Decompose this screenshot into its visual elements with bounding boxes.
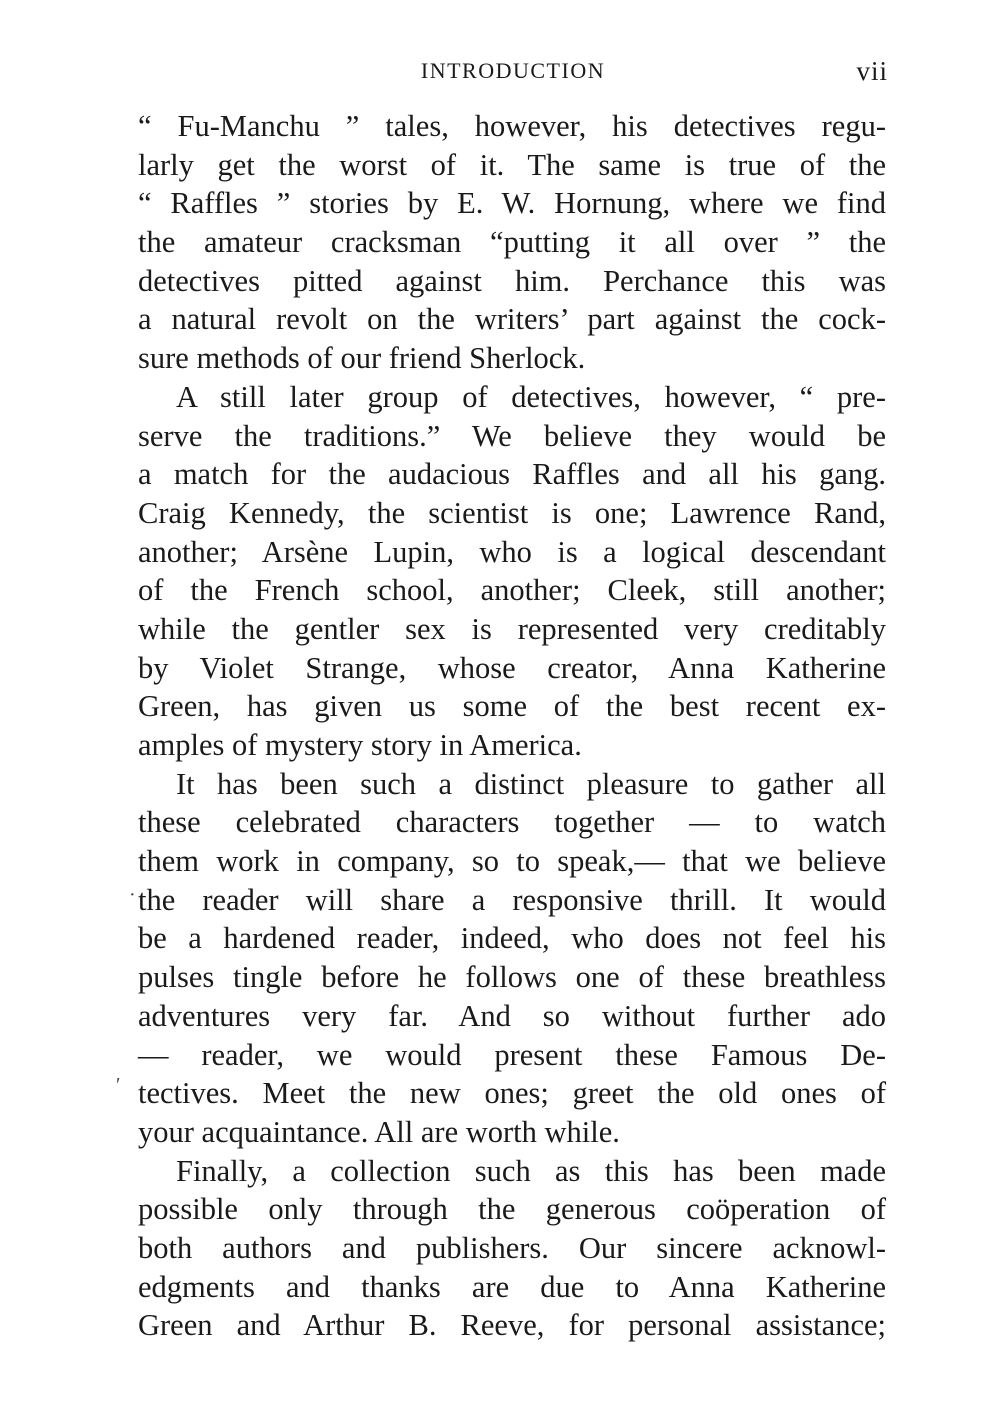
- text-line: the amateur cracksman “putting it all over ” the: [138, 225, 886, 260]
- margin-speck: ·: [129, 884, 136, 906]
- text-line: adventures very far. And so without further ado: [138, 998, 886, 1033]
- text-line: pulses tingle before he follows one of these breathless: [138, 960, 886, 995]
- text-line: your acquaintance. All are worth while.: [138, 1114, 620, 1149]
- text-line: a match for the audacious Raffles and all his gang.: [138, 457, 886, 492]
- text-line: serve the traditions.” We believe they would be: [138, 418, 886, 453]
- text-line: Finally, a collection such as this has been made: [176, 1153, 886, 1188]
- text-line: these celebrated characters together — to watch: [138, 805, 886, 840]
- text-line: edgments and thanks are due to Anna Katherine: [138, 1269, 886, 1304]
- text-line: a natural revolt on the writers’ part against the cock-: [138, 302, 886, 337]
- text-line: — reader, we would present these Famous De-: [138, 1037, 886, 1072]
- text-line: be a hardened reader, indeed, who does not feel his: [138, 921, 886, 956]
- text-line: “ Fu-Manchu ” tales, however, his detectives regu-: [138, 109, 886, 143]
- text-line: Craig Kennedy, the scientist is one; Lawrence Rand,: [138, 495, 886, 530]
- text-line: the reader will share a responsive thrill. It would: [138, 882, 886, 917]
- running-head: [138, 54, 888, 88]
- text-line: Green, has given us some of the best recent ex-: [138, 689, 886, 724]
- text-line: amples of mystery story in America.: [138, 728, 582, 762]
- running-title: INTRODUCTION: [420, 58, 606, 83]
- margin-tick: ′: [116, 1074, 121, 1096]
- text-line: of the French school, another; Cleek, still another;: [138, 573, 886, 608]
- text-line: another; Arsène Lupin, who is a logical descendant: [138, 534, 886, 569]
- page-number: vii: [856, 56, 888, 86]
- text-line: Green and Arthur B. Reeve, for personal assistance;: [138, 1308, 886, 1343]
- text-line: while the gentler sex is represented very creditably: [138, 611, 886, 646]
- text-line: “ Raffles ” stories by E. W. Hornung, where we find: [138, 186, 886, 221]
- text-line: both authors and publishers. Our sincere acknowl-: [138, 1230, 886, 1265]
- text-line: them work in company, so to speak,— that we believe: [138, 844, 886, 879]
- text-line: detectives pitted against him. Perchance this was: [138, 263, 886, 298]
- text-line: larly get the worst of it. The same is true of the: [138, 147, 886, 182]
- text-line: tectives. Meet the new ones; greet the old ones of: [138, 1076, 886, 1111]
- body-text: [138, 107, 886, 1345]
- text-line: It has been such a distinct pleasure to gather all: [176, 766, 886, 801]
- text-line: A still later group of detectives, however, “ pre-: [176, 379, 886, 414]
- text-line: sure methods of our friend Sherlock.: [138, 341, 586, 376]
- text-line: by Violet Strange, whose creator, Anna Katherine: [138, 650, 886, 685]
- text-line: possible only through the generous coöperation of: [138, 1192, 886, 1227]
